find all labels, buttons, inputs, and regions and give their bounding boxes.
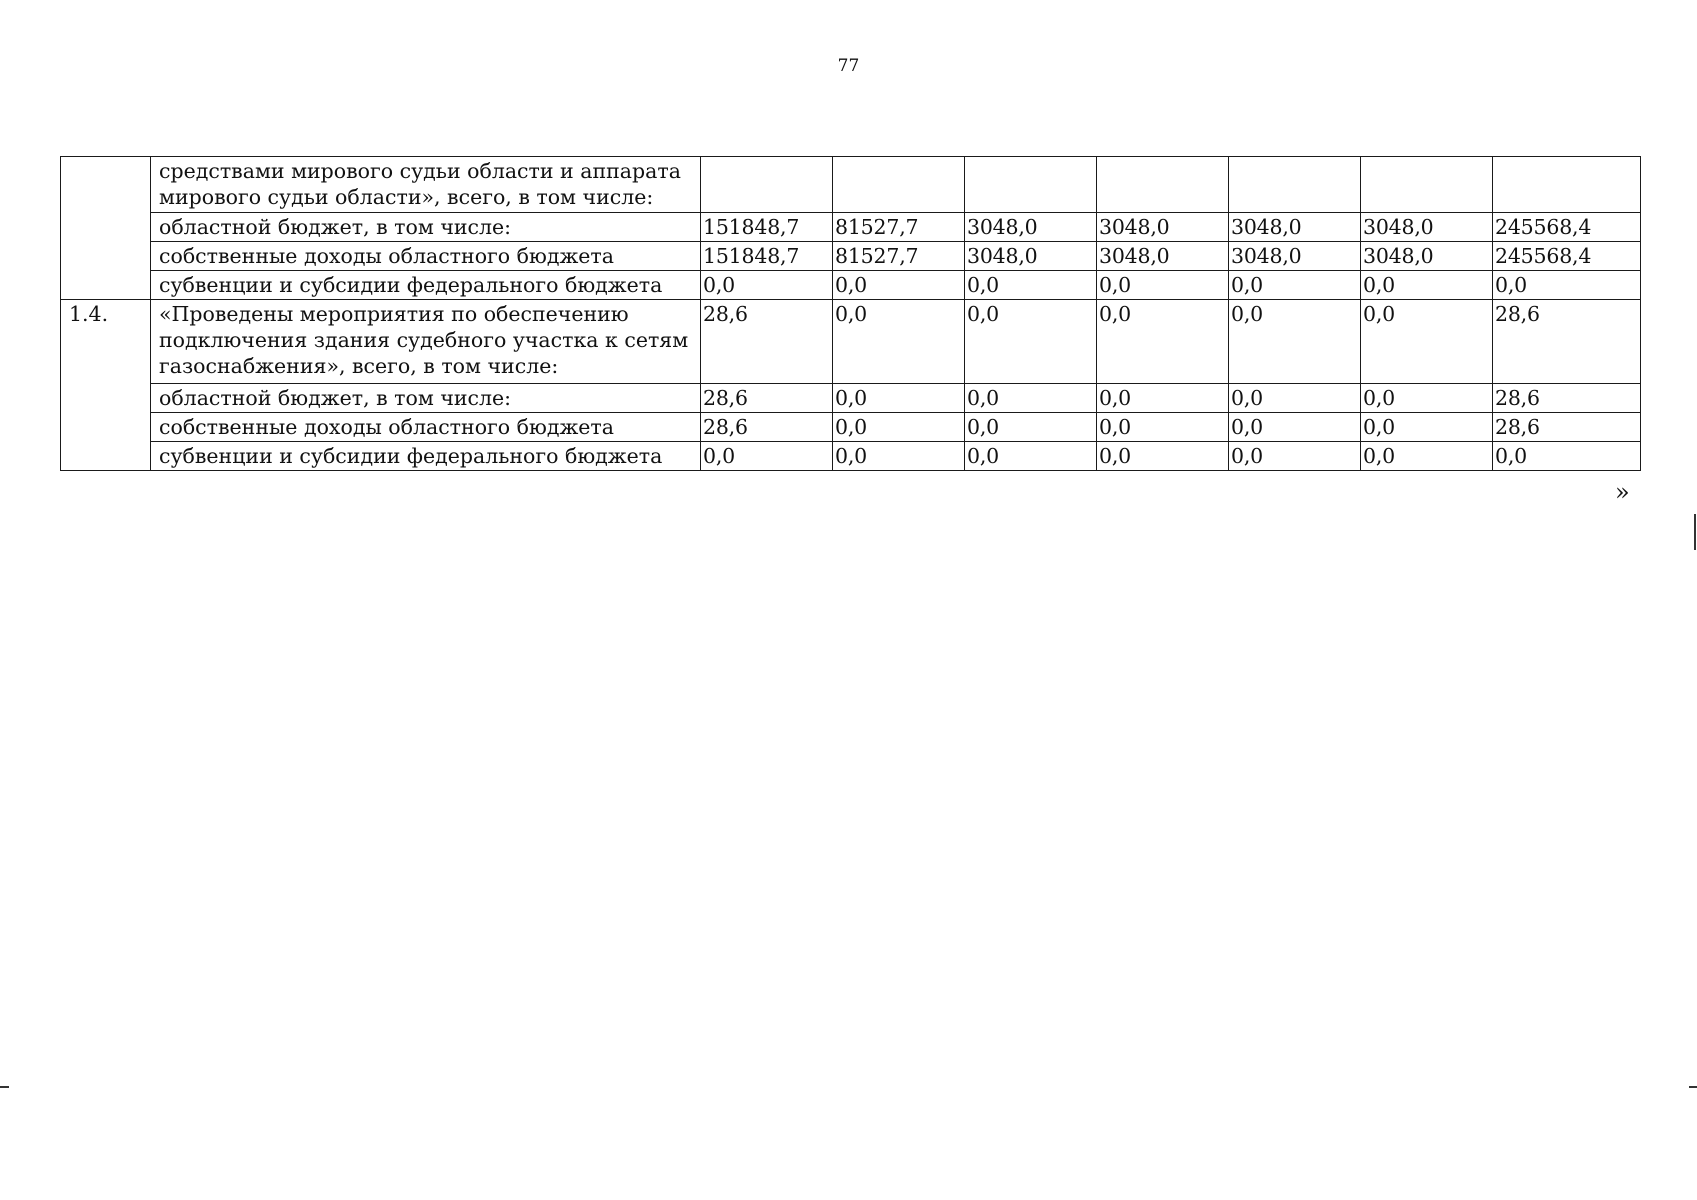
value-cell: 3048,0 — [965, 242, 1097, 271]
value-cell: 0,0 — [965, 442, 1097, 471]
value-cell: 3048,0 — [1361, 242, 1493, 271]
table-row — [61, 384, 1641, 413]
table-row — [61, 413, 1641, 442]
value-cell: 28,6 — [1493, 413, 1641, 442]
value-cell: 0,0 — [965, 300, 1097, 384]
row-description: собственные доходы областного бюджета — [151, 242, 701, 271]
value-cell: 0,0 — [1361, 442, 1493, 471]
value-cell: 0,0 — [1097, 271, 1229, 300]
value-cell: 0,0 — [1493, 442, 1641, 471]
value-cell: 0,0 — [1361, 384, 1493, 413]
value-cell — [1361, 157, 1493, 213]
value-cell: 0,0 — [833, 384, 965, 413]
value-cell: 0,0 — [1097, 442, 1229, 471]
value-cell: 245568,4 — [1493, 213, 1641, 242]
value-cell: 0,0 — [1097, 413, 1229, 442]
value-cell: 0,0 — [1097, 300, 1229, 384]
value-cell: 0,0 — [833, 271, 965, 300]
table-row — [61, 213, 1641, 242]
closing-quote-mark: » — [1615, 478, 1630, 506]
value-cell — [1097, 157, 1229, 213]
value-cell: 28,6 — [1493, 300, 1641, 384]
row-index-cell — [61, 157, 151, 300]
value-cell: 28,6 — [1493, 384, 1641, 413]
scan-edge-mark — [0, 1086, 9, 1088]
value-cell: 0,0 — [965, 384, 1097, 413]
value-cell: 0,0 — [1229, 300, 1361, 384]
value-cell: 0,0 — [1361, 300, 1493, 384]
value-cell: 3048,0 — [965, 213, 1097, 242]
value-cell: 3048,0 — [1229, 213, 1361, 242]
budget-table — [60, 156, 1641, 471]
row-description: субвенции и субсидии федерального бюджета — [151, 442, 701, 471]
value-cell — [833, 157, 965, 213]
value-cell: 0,0 — [701, 442, 833, 471]
value-cell: 0,0 — [1097, 384, 1229, 413]
value-cell: 28,6 — [701, 413, 833, 442]
value-cell: 0,0 — [1361, 413, 1493, 442]
row-description: собственные доходы областного бюджета — [151, 413, 701, 442]
table-row — [61, 157, 1641, 213]
scan-edge-mark — [1694, 514, 1696, 550]
table-row — [61, 271, 1641, 300]
table-row — [61, 442, 1641, 471]
value-cell: 81527,7 — [833, 242, 965, 271]
value-cell: 151848,7 — [701, 242, 833, 271]
value-cell: 0,0 — [1229, 271, 1361, 300]
row-description: областной бюджет, в том числе: — [151, 213, 701, 242]
value-cell: 245568,4 — [1493, 242, 1641, 271]
row-description: средствами мирового судьи области и аппарата мирового судьи области», всего, в том числе: — [151, 157, 701, 213]
value-cell: 0,0 — [833, 413, 965, 442]
value-cell: 0,0 — [833, 442, 965, 471]
table-row — [61, 242, 1641, 271]
value-cell: 28,6 — [701, 300, 833, 384]
value-cell: 0,0 — [701, 271, 833, 300]
value-cell: 81527,7 — [833, 213, 965, 242]
value-cell: 0,0 — [1229, 413, 1361, 442]
row-description: «Проведены мероприятия по обеспечению подключения здания судебного участка к сетям газоснабжения», всего, в том числе: — [151, 300, 701, 384]
value-cell — [1229, 157, 1361, 213]
value-cell: 0,0 — [1361, 271, 1493, 300]
scan-edge-mark — [1689, 1086, 1697, 1088]
value-cell: 0,0 — [1229, 442, 1361, 471]
value-cell: 0,0 — [833, 300, 965, 384]
row-description: областной бюджет, в том числе: — [151, 384, 701, 413]
value-cell: 0,0 — [965, 271, 1097, 300]
value-cell: 3048,0 — [1097, 242, 1229, 271]
value-cell: 0,0 — [965, 413, 1097, 442]
value-cell: 28,6 — [701, 384, 833, 413]
value-cell: 0,0 — [1493, 271, 1641, 300]
value-cell — [1493, 157, 1641, 213]
value-cell: 0,0 — [1229, 384, 1361, 413]
row-index-cell: 1.4. — [61, 300, 151, 471]
value-cell — [701, 157, 833, 213]
value-cell — [965, 157, 1097, 213]
value-cell: 3048,0 — [1229, 242, 1361, 271]
table-row — [61, 300, 1641, 384]
value-cell: 3048,0 — [1097, 213, 1229, 242]
page-number: 77 — [837, 56, 860, 76]
row-description: субвенции и субсидии федерального бюджета — [151, 271, 701, 300]
value-cell: 151848,7 — [701, 213, 833, 242]
value-cell: 3048,0 — [1361, 213, 1493, 242]
